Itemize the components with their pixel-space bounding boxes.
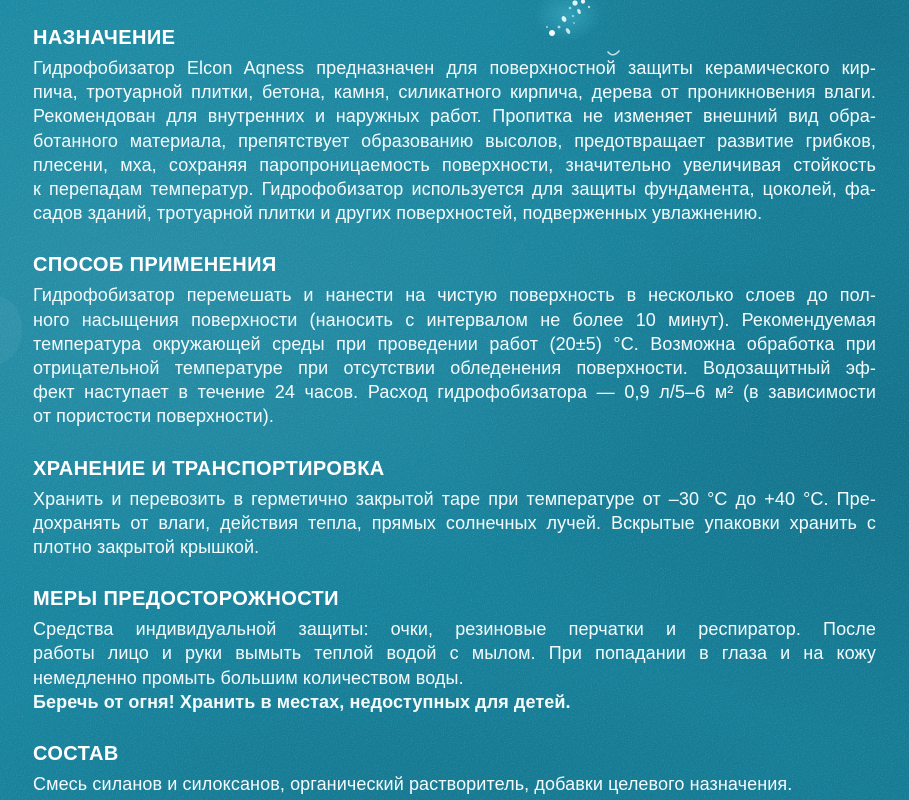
paragraph-line: отрицательной температуре при отсутствии обледенения поверхности. Водозащитный эф- — [33, 358, 876, 379]
paragraph-line: ботанного материала, препятствует образованию высолов, предотвращает развитие грибков, — [33, 130, 876, 151]
section-heading-storage-transport: ХРАНЕНИЕ И ТРАНСПОРТИРОВКА — [33, 457, 385, 480]
section-heading-purpose: НАЗНАЧЕНИЕ — [33, 27, 176, 49]
paragraph-line: Средства индивидуальной защиты: очки, резиновые перчатки и респиратор. После — [33, 619, 876, 640]
paragraph-line: Гидрофобизатор Elcon Aqness предназначен для поверхностной защиты керамического кир- — [33, 58, 876, 78]
paragraph-line: Смесь силанов и силоксанов, органический растворитель, добавки целевого назначения. — [33, 774, 793, 795]
paragraph-line: дохранять от влаги, действия тепла, прямых солнечных лучей. Вскрытые упаковки хранить с — [33, 512, 876, 533]
paragraph-line: от пористости поверхности). — [33, 406, 274, 427]
section-heading-composition: СОСТАВ — [33, 743, 119, 766]
paragraph-line-bold: Беречь от огня! Хранить в местах, недоступных для детей. — [33, 691, 571, 712]
paragraph-line: к перепадам температур. Гидрофобизатор используется для защиты фундамента, цоколей, фа- — [33, 179, 876, 200]
section-composition — [33, 742, 876, 796]
section-paragraph-storage-transport — [33, 487, 876, 560]
section-precautions — [33, 587, 876, 714]
section-paragraph-precautions — [33, 617, 876, 714]
section-paragraph-purpose — [33, 56, 876, 225]
paragraph-line: Хранить и перевозить в герметично закрытой таре при температуре от –30 °С до +40 °С. Пре- — [33, 488, 876, 509]
section-application — [33, 253, 876, 428]
paragraph-line: Рекомендован для внутренних и наружных работ. Пропитка не изменяет внешний вид обра- — [33, 106, 876, 127]
section-heading-precautions: МЕРЫ ПРЕДОСТОРОЖНОСТИ — [33, 588, 339, 611]
paragraph-line: садов зданий, тротуарной плитки и других поверхностей, подверженных увлажнению. — [33, 203, 763, 224]
paragraph-line: Гидрофобизатор перемешать и нанести на чистую поверхность в несколько слоев до пол- — [33, 285, 876, 306]
section-paragraph-application — [33, 283, 876, 428]
section-purpose — [33, 26, 876, 225]
paragraph-line: немедленно промыть большим количеством воды. — [33, 667, 464, 688]
section-paragraph-composition — [33, 772, 876, 796]
section-storage-transport — [33, 457, 876, 560]
paragraph-line: плотно закрытой крышкой. — [33, 537, 260, 558]
paragraph-line: пича, тротуарной плитки, бетона, камня, силикатного кирпича, дерева от проникновения влаги. — [33, 82, 876, 103]
paragraph-line: температура окружающей среды при проведении работ (20±5) °С. Возможна обработка при — [33, 333, 876, 354]
paragraph-line: работы лицо и руки вымыть теплой водой с мылом. При попадании в глаза и на кожу — [33, 643, 876, 664]
section-heading-application: СПОСОБ ПРИМЕНЕНИЯ — [33, 254, 277, 277]
paragraph-line: ного насыщения поверхности (наносить с интервалом не более 10 минут). Рекомендуемая — [33, 309, 876, 330]
paragraph-line: плесени, мха, сохраняя паропроницаемость поверхности, значительно увеличивая стойкость — [33, 154, 876, 175]
paragraph-line: фект наступает в течение 24 часов. Расход гидрофобизатора — 0,9 л/5–6 м² (в зависимости — [33, 382, 876, 403]
